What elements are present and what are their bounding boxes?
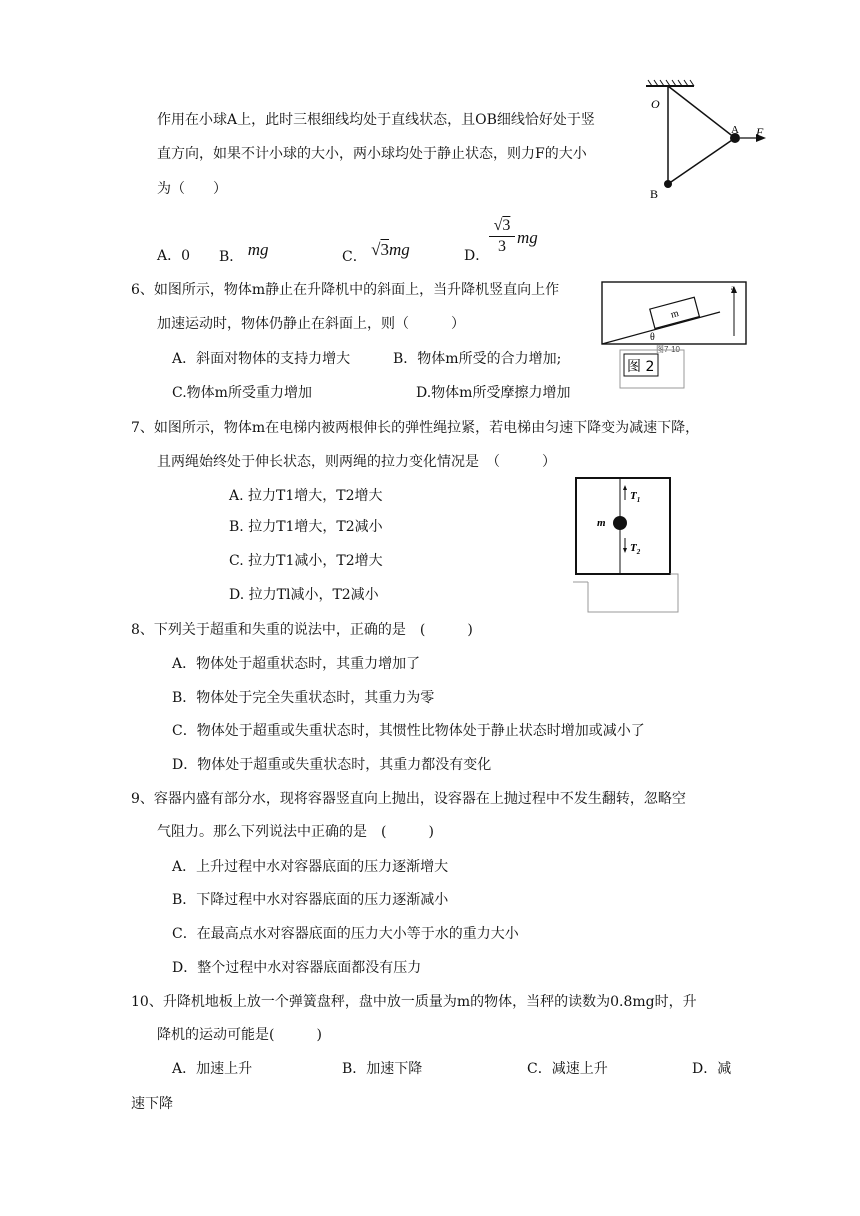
ball-b xyxy=(664,180,672,188)
q9-text-line2: 气阻力。那么下列说法中正确的是 ( ) xyxy=(157,824,434,840)
q5-text-line1: 作用在小球A上，此时三根细线均处于直线状态，且OB细线恰好处于竖 xyxy=(157,112,595,128)
q5-option-d xyxy=(464,246,489,266)
label-a: A xyxy=(731,124,739,136)
q8-text-line1: 8、下列关于超重和失重的说法中，正确的是 ( ) xyxy=(131,622,473,638)
mass-label: m xyxy=(597,517,606,529)
q5-option-c-math: √3mg xyxy=(371,240,410,259)
string-ab xyxy=(668,138,735,184)
q7-option-d: D. 拉力Tl减小，T2减小 xyxy=(229,587,379,603)
t1-arrowhead xyxy=(623,485,627,490)
block-label: m xyxy=(669,308,681,321)
q5-option-d-math: mg xyxy=(517,228,538,247)
q5-text-line3: 为（ ） xyxy=(157,181,227,197)
q10-option-d-end: 速下降 xyxy=(131,1096,173,1112)
q9-option-c: C．在最高点水对容器底面的压力大小等于水的重力大小 xyxy=(172,926,519,942)
q5-option-d-label: D． xyxy=(464,248,490,264)
q5-option-b xyxy=(219,240,269,267)
figure-caption: 图 2 xyxy=(627,359,655,375)
q8-option-c: C．物体处于超重或失重状态时，其惯性比物体处于静止状态时增加或减小了 xyxy=(172,723,645,739)
q5-option-d-radicand: 3 xyxy=(502,217,511,234)
t1-label xyxy=(630,490,640,504)
acceleration-label: a xyxy=(731,284,735,292)
q6-option-d: D.物体m所受摩擦力增加 xyxy=(416,385,571,401)
t2-letter: T xyxy=(630,542,637,554)
q10-text-line1: 10、升降机地板上放一个弹簧盘秤，盘中放一质量为m的物体，当秤的读数为0.8mg时，升 xyxy=(131,994,697,1010)
q10-option-d-start: D．减 xyxy=(692,1061,732,1077)
q7-text-line1: 7、如图所示，物体m在电梯内被两根伸长的弹性绳拉紧，若电梯由匀速下降变为减速下降， xyxy=(131,420,700,436)
t1-letter: T xyxy=(630,490,637,502)
q5-text-line2: 直方向，如果不计小球的大小，两小球均处于静止状态，则力F的大小 xyxy=(157,146,587,162)
q9-option-a: A．上升过程中水对容器底面的压力逐渐增大 xyxy=(172,859,449,875)
figure-frame xyxy=(588,574,678,612)
q6-figure xyxy=(600,280,750,390)
q10-option-a: A．加速上升 xyxy=(172,1061,253,1077)
q7-option-b: B. 拉力T1增大，T2减小 xyxy=(229,519,383,535)
q10-option-b: B．加速下降 xyxy=(342,1061,423,1077)
t1-subscript: 1 xyxy=(636,496,641,504)
q5-option-a: A．0 xyxy=(157,248,191,264)
q5-figure xyxy=(638,78,778,208)
ceiling-hatch xyxy=(646,80,694,86)
q7-option-c: C. 拉力T1减小，T2增大 xyxy=(229,553,383,569)
q8-option-a: A．物体处于超重状态时，其重力增加了 xyxy=(172,656,421,672)
q5-option-c-mg: mg xyxy=(389,240,410,259)
string-oa xyxy=(668,86,735,138)
q7-text-line2: 且两绳始终处于伸长状态，则两绳的拉力变化情况是 （ ） xyxy=(157,454,556,470)
label-f: F xyxy=(756,125,764,139)
t2-arrowhead xyxy=(623,548,627,553)
small-figure-caption: 图7-10 xyxy=(656,345,681,354)
q5-option-c-label: C． xyxy=(342,249,367,265)
q7-option-a: A. 拉力T1增大，T2增大 xyxy=(229,488,383,504)
q5-option-d-numerator: √3 xyxy=(489,216,515,237)
q6-option-b: B．物体m所受的合力增加; xyxy=(393,351,562,367)
q9-option-b: B．下降过程中水对容器底面的压力逐渐减小 xyxy=(172,892,449,908)
q9-option-d: D．整个过程中水对容器底面都没有压力 xyxy=(172,960,422,976)
q6-text-line1: 6、如图所示，物体m静止在升降机中的斜面上，当升降机竖直向上作 xyxy=(131,282,560,298)
q5-option-d-fraction xyxy=(489,216,515,257)
q6-option-a: A．斜面对物体的支持力增大 xyxy=(172,351,351,367)
q8-option-b: B．物体处于完全失重状态时，其重力为零 xyxy=(172,690,435,706)
q5-option-c-radicand: 3 xyxy=(380,240,390,259)
q5-option-b-math: mg xyxy=(247,240,269,259)
block-m xyxy=(650,297,700,328)
label-o: O xyxy=(651,97,660,111)
t2-label xyxy=(630,542,641,556)
q6-option-c: C.物体m所受重力增加 xyxy=(172,385,312,401)
t2-subscript: 2 xyxy=(636,548,641,556)
mass-ball xyxy=(613,516,627,530)
q6-text-line2: 加速运动时，物体仍静止在斜面上，则（ ） xyxy=(157,316,465,332)
q5-option-b-label: B． xyxy=(219,249,244,265)
q5-option-d-denominator: 3 xyxy=(498,238,506,255)
q10-option-c: C．减速上升 xyxy=(527,1061,608,1077)
q5-option-c xyxy=(342,240,410,267)
q8-option-d: D．物体处于超重或失重状态时，其重力都没有变化 xyxy=(172,757,492,773)
label-b: B xyxy=(650,187,659,201)
angle-label: θ xyxy=(650,332,655,343)
q10-text-line2: 降机的运动可能是( ) xyxy=(157,1027,322,1043)
q7-figure xyxy=(570,474,682,614)
q9-text-line1: 9、容器内盛有部分水，现将容器竖直向上抛出，设容器在上抛过程中不发生翻转，忽略空 xyxy=(131,791,686,807)
